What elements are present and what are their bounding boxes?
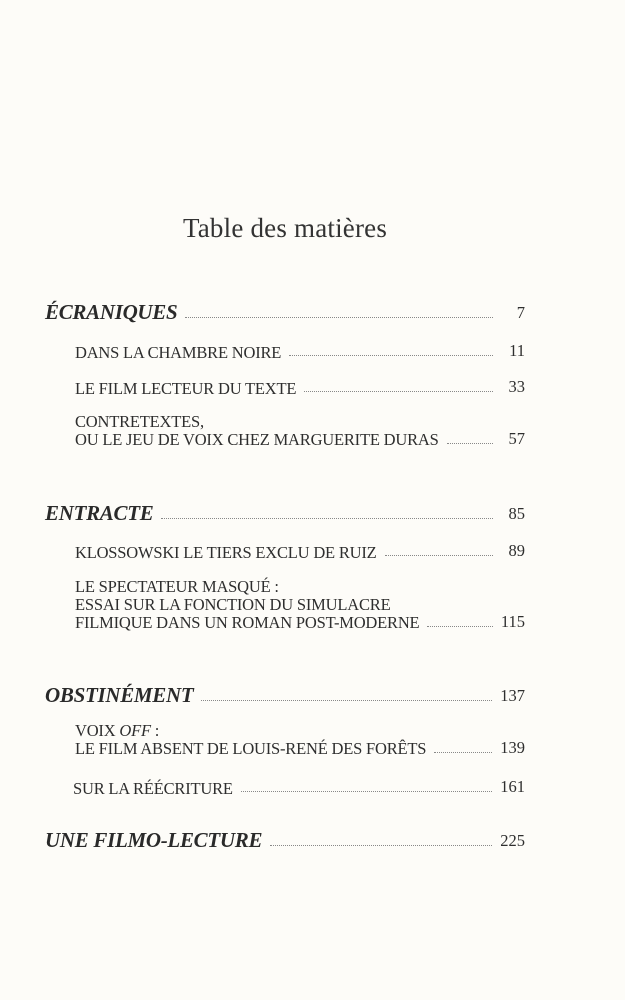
dot-leader: [289, 355, 493, 356]
page-number: 225: [500, 831, 525, 851]
page-number: 89: [508, 541, 525, 560]
toc-chapter-klossowski[interactable]: [75, 541, 525, 561]
chapter-title-line: LE FILM ABSENT DE LOUIS-RENÉ DES FORÊTS: [75, 739, 427, 758]
title-italic: OFF: [119, 721, 151, 740]
toc-chapter-film-lecteur[interactable]: [75, 377, 525, 397]
page-number: 7: [516, 303, 525, 323]
chapter-title: [75, 722, 426, 758]
chapter-title-line: OU LE JEU DE VOIX CHEZ MARGUERITE DURAS: [75, 430, 439, 449]
dot-leader: [385, 555, 493, 556]
toc-chapter-chambre-noire[interactable]: [75, 341, 525, 361]
dot-leader: [427, 626, 492, 627]
toc-part-entracte[interactable]: [45, 502, 525, 524]
page-number: 137: [500, 686, 525, 706]
chapter-title: [75, 578, 419, 632]
chapter-title-line: CONTRETEXTES,: [75, 412, 204, 431]
page-number: 57: [508, 429, 525, 448]
part-title: ÉCRANIQUES: [45, 300, 178, 324]
chapter-title: KLOSSOWSKI LE TIERS EXCLU DE RUIZ: [75, 542, 377, 562]
title-prefix: VOIX: [75, 721, 120, 740]
dot-leader: [241, 791, 492, 792]
chapter-title-line: FILMIQUE DANS UN ROMAN POST-MODERNE: [75, 613, 420, 632]
title-suffix: :: [150, 721, 160, 740]
chapter-title-line: [75, 722, 426, 740]
page-number: 161: [500, 777, 525, 796]
page-number: 33: [508, 377, 525, 396]
page-title: Table des matières: [182, 213, 388, 243]
toc-chapter-contretextes[interactable]: [75, 413, 525, 449]
dot-leader: [161, 518, 493, 519]
dot-leader: [434, 752, 492, 753]
page-number: 11: [509, 341, 525, 360]
toc-chapter-voix-off[interactable]: [75, 722, 525, 758]
toc-chapter-spectateur-masque[interactable]: [75, 578, 525, 632]
chapter-title: SUR LA RÉÉCRITURE: [73, 778, 233, 798]
dot-leader: [304, 391, 493, 392]
dot-leader: [447, 443, 493, 444]
toc-part-filmo-lecture[interactable]: [45, 829, 525, 851]
page-number: 139: [500, 738, 525, 757]
toc-part-obstinement[interactable]: [45, 684, 525, 706]
dot-leader: [270, 845, 492, 846]
page-number: 85: [508, 504, 525, 524]
chapter-title: DANS LA CHAMBRE NOIRE: [75, 342, 282, 362]
chapter-title-line: LE SPECTATEUR MASQUÉ :: [75, 577, 279, 596]
part-title: ENTRACTE: [45, 501, 154, 525]
chapter-title: LE FILM LECTEUR DU TEXTE: [75, 378, 297, 398]
chapter-title-line: ESSAI SUR LA FONCTION DU SIMULACRE: [75, 595, 391, 614]
toc-part-ecraniques[interactable]: [45, 301, 525, 323]
toc-chapter-reecriture[interactable]: [73, 777, 525, 797]
dot-leader: [185, 317, 493, 318]
part-title: OBSTINÉMENT: [45, 683, 194, 707]
part-title: UNE FILMO-LECTURE: [45, 828, 263, 852]
chapter-title: [75, 413, 439, 449]
page-number: 115: [500, 612, 525, 631]
dot-leader: [201, 700, 492, 701]
